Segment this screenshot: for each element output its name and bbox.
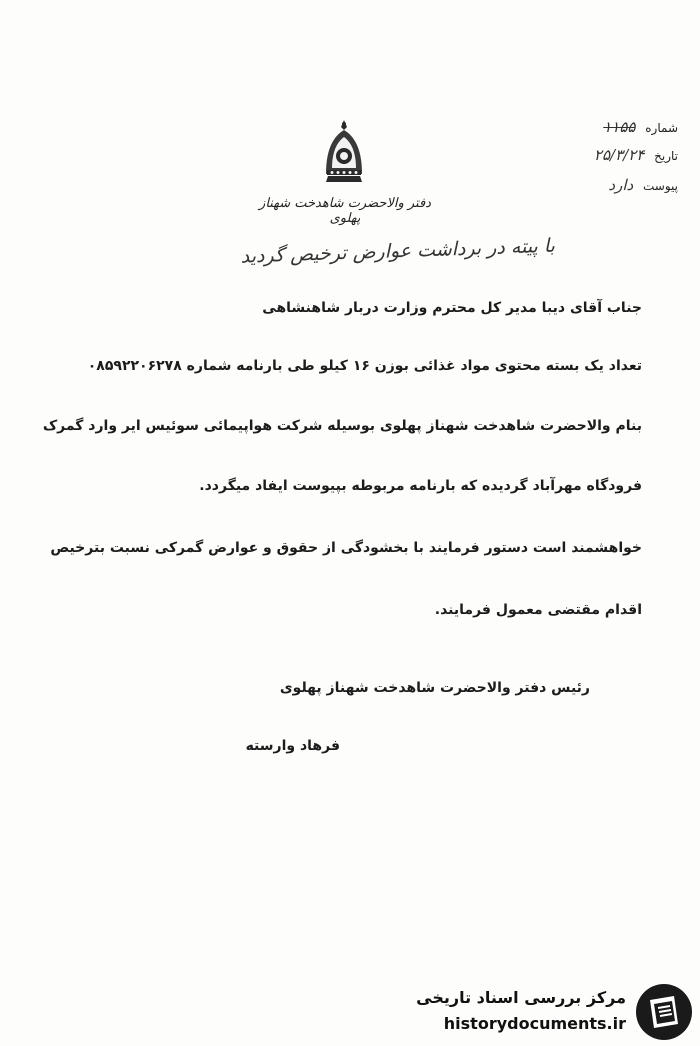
letter-body-line: اقدام مقتضی معمول فرمایند.	[434, 602, 642, 618]
letter-salutation: جناب آقای دیبا مدیر کل محترم وزارت دربار شاهنشاهی	[262, 300, 642, 316]
attachment-value: دارد	[608, 176, 634, 194]
signature-title: رئیس دفتر والاحضرت شاهدخت شهناز پهلوی	[279, 680, 590, 696]
watermark-url: historydocuments.ir	[443, 1014, 626, 1033]
letter-date	[594, 146, 678, 164]
office-name: دفتر والاحضرت شاهدخت شهناز پهلوی	[259, 196, 431, 226]
signature-name: فرهاد وارسته	[245, 738, 340, 754]
watermark-logo	[408, 982, 694, 1042]
letter-attachment	[608, 176, 678, 194]
date-value: ۲۵/۳/۲۴	[593, 146, 645, 164]
letter-body-line: خواهشمند است دستور فرمایند با بخشودگی از حقوق و عوارض گمرکی نسبت بترخیص	[50, 540, 642, 556]
document-archive-emblem-icon	[634, 982, 694, 1042]
crown-emblem-icon	[318, 118, 370, 184]
number-value: ۱۱۵۵	[603, 118, 636, 136]
date-label: تاریخ	[654, 149, 678, 163]
letter-number	[603, 118, 678, 136]
letter-body-line: فرودگاه مهرآباد گردیده که بارنامه مربوطه بپیوست ایفاد میگردد.	[199, 478, 642, 494]
letter-body-line: بنام والاحضرت شاهدخت شهناز پهلوی بوسیله شرکت هواپیمائی سوئیس ایر وارد گمرک	[42, 418, 642, 434]
attachment-label: پیوست	[643, 179, 678, 193]
number-label: شماره	[645, 121, 678, 135]
handwritten-note: با پیته در برداشت عوارض ترخیص گردید	[240, 234, 556, 268]
letter-body-line: تعداد یک بسته محتوی مواد غذائی بوزن ۱۶ کیلو طی بارنامه شماره ۰۸۵۹۲۲۰۶۲۷۸	[87, 358, 642, 374]
watermark-title: مرکز بررسی اسناد تاریخی	[416, 988, 626, 1007]
